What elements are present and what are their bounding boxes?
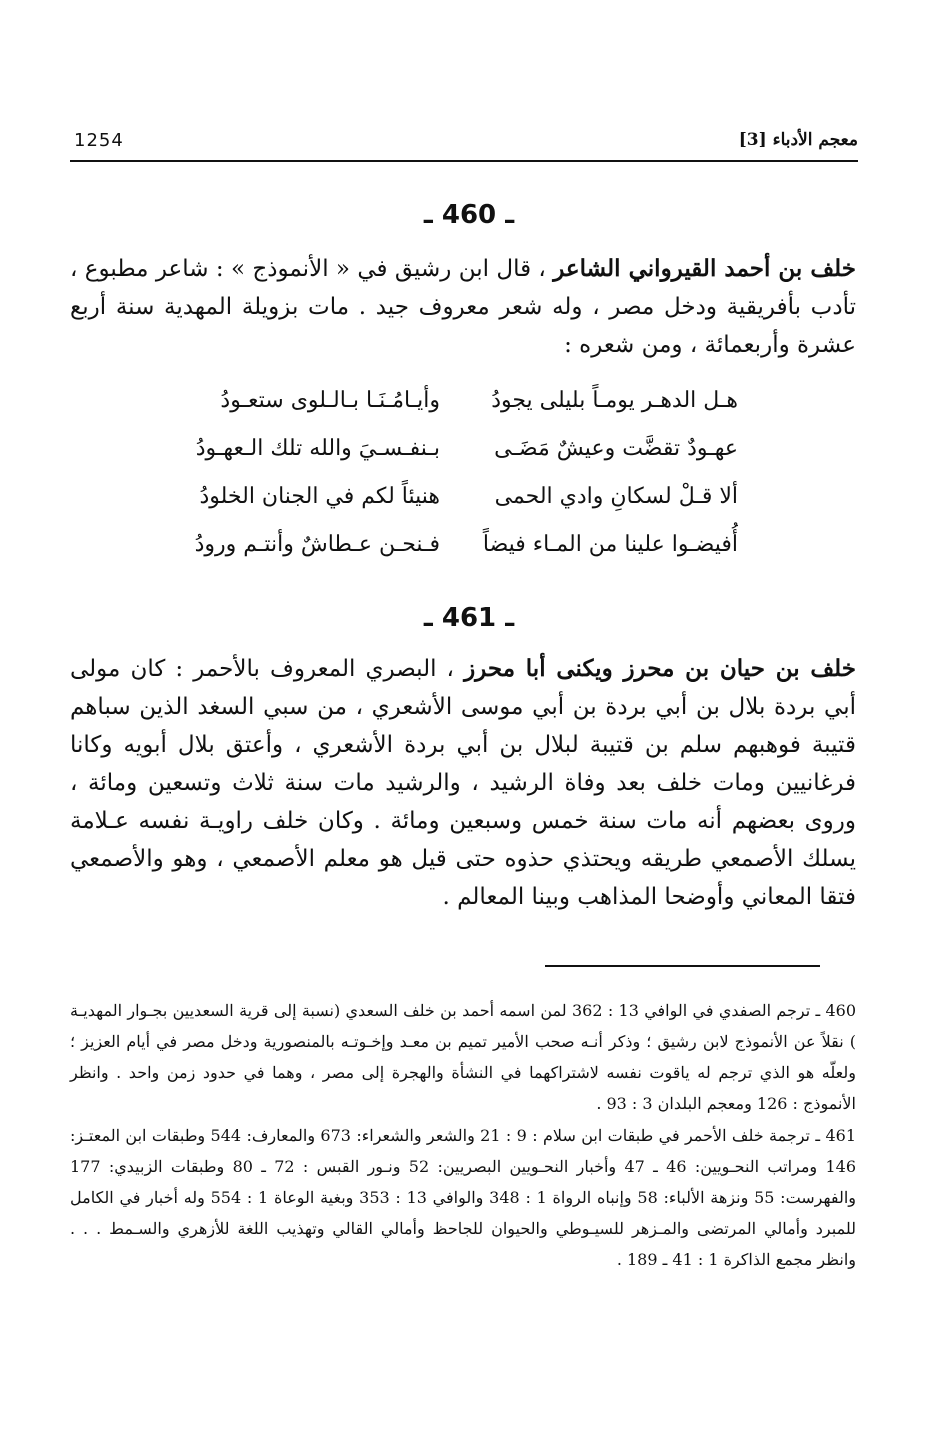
verse-second-hemistich: فـنحـن عـطاشٌ وأنتـم ورودُ — [194, 532, 440, 557]
footnote-text: ترجم الصفدي في الوافي 13 : 362 لمن اسمه أحمد بن خلف السعدي (نسبة إلى قرية السعديين بجـوار المهديـة ) نقلاً عن الأنموذج لابن رشيق ؛ وذكر أنـه صحب الأمير تميم بن معـد وإخـوتـه بالمنصورية ودخل مصر في أيام العزيز ؛ ولعلّه هو الذي ترجم له ياقوت نفسه لاشتراكهما في النشأة والهجرة إلى مصر ، وهما في حدود زمن واحد . وانظر الأنموذج : 126 ومعجم البلدان 3 : 93 . — [70, 1001, 856, 1113]
poem-460 — [150, 388, 738, 580]
footnote-460 — [70, 995, 856, 1119]
header-rule — [70, 160, 858, 162]
verse-first-hemistich: ألا قـلْ لسكانِ وادي الحمى — [494, 484, 738, 509]
entry-461-text — [70, 650, 856, 916]
entry-460-text — [70, 250, 856, 364]
entry-number-460: ـ 460 ـ — [423, 200, 515, 230]
entry-461-name: خلف بن حيان بن محرز ويكنى أبا محرز — [464, 655, 857, 682]
entry-460-name: خلف بن أحمد القيرواني الشاعر — [553, 255, 856, 282]
footnote-label: 461 ـ — [815, 1126, 856, 1145]
footnote-text: ترجمة خلف الأحمر في طبقات ابن سلام : 9 : 21 والشعر والشعراء: 673 والمعارف: 544 وطبقات ابن المعتـز: 146 ومراتب النحـويين: 46 ـ 47 وأخبار النحـويين البصريين: 52 ونـور القبس : 72 ـ 80 وطبقات الزبيدي: 177 والفهرست: 55 ونزهة الألباء: 58 وإنباه الرواة 1 : 348 والوافي 13 : 353 وبغية الوعاة 1 : 554 وله أخبار في الكامل للمبرد وأمالي المرتضى والمـزهر للسيـوطي والحيوان للجاحظ وأمالي القالي وتهذيب اللغة للأزهري والسـمط . . . وانظر مجمع الذاكرة 1 : 41 ـ 189 . — [70, 1126, 857, 1269]
verse-row — [150, 388, 738, 436]
entry-number-461: ـ 461 ـ — [423, 603, 515, 633]
verse-first-hemistich: هـل الدهـر يومـاً بليلى يجودُ — [491, 388, 738, 413]
entry-460-body: ، قال ابن رشيق في « الأنموذج » : شاعر مطبوع ، تأدب بأفريقية ودخل مصر ، وله شعر معروف جيد . مات بزويلة المهدية سنة أربع عشرة وأربعمائة ، ومن شعره : — [70, 256, 856, 358]
verse-second-hemistich: وأيـامُـنَـا بـالـلوى ستعـودُ — [220, 388, 440, 413]
verse-row — [150, 436, 738, 484]
verse-row — [150, 532, 738, 580]
verse-first-hemistich: عهـودٌ تقضَّت وعيشٌ مَضَـى — [494, 436, 738, 461]
footnote-label: 460 ـ — [815, 1001, 857, 1020]
page-number: 1254 — [74, 130, 124, 151]
verse-second-hemistich: هنيئاً لكم في الجنان الخلودُ — [199, 484, 440, 509]
footnote-461 — [70, 1120, 856, 1275]
verse-first-hemistich: أُفيضـوا علينا من المـاء فيضاً — [482, 532, 738, 557]
running-header — [70, 130, 858, 160]
entry-461-body: ، البصري المعروف بالأحمر : كان مولى أبي بردة بلال بن أبي بردة بن أبي موسى الأشعري ، من سبي السغد الذين سباهم قتيبة فوهبهم سلم بن قتيبة لبلال بن أبي بردة الأشعري ، وأعتق بلال أبويه وكانا فرغانيين ومات خلف بعد وفاة الرشيد ، والرشيد مات سنة ثلاث وتسعين ومائة ، وروى بعضهم أنه مات سنة خمس وسبعين ومائة . وكان خلف راويـة نفسه عـلامة يسلك الأصمعي طريقه ويحتذي حذوه حتى قيل هو معلم الأصمعي ، وهو والأصمعي فتقا المعاني وأوضحا المذاهب وبينا المعالم . — [70, 656, 856, 910]
header-title: معجم الأدباء [3] — [738, 130, 858, 150]
verse-row — [150, 484, 738, 532]
footnote-rule — [545, 965, 820, 967]
verse-second-hemistich: بـنفـسـيَ والله تلك الـعهـودُ — [195, 436, 440, 461]
